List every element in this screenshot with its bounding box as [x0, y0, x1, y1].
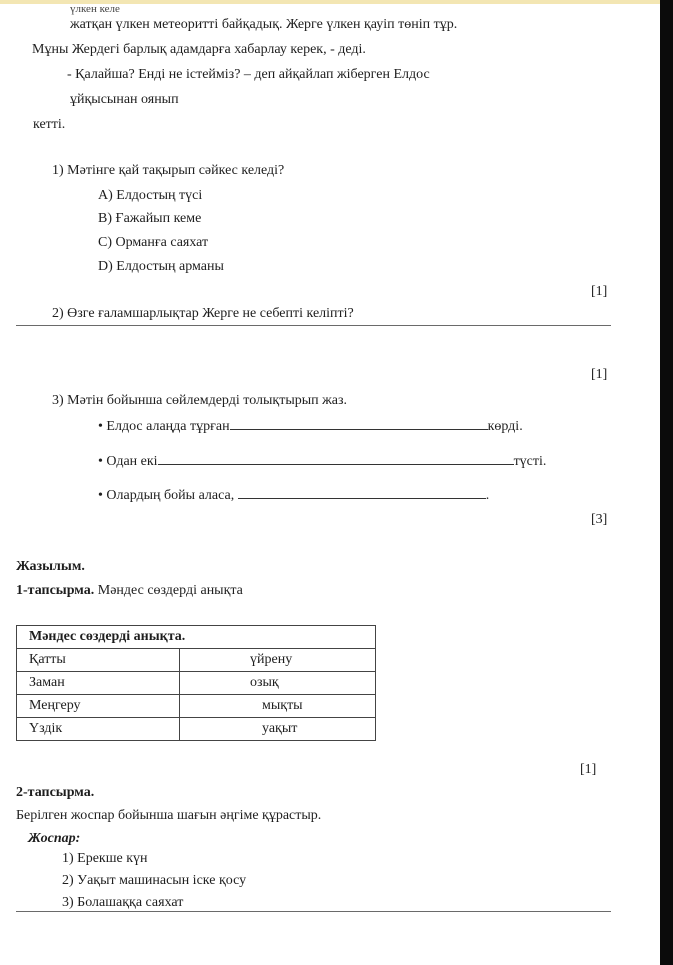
- q1-option-b: B) Ғажайып кеме: [98, 211, 202, 226]
- table-right-2: озық: [180, 672, 376, 695]
- q3-blank-2[interactable]: [158, 452, 514, 465]
- table-row: [17, 695, 376, 718]
- question-2: 2) Өзге ғаламшарлықтар Жерге не себепті келіпті?: [52, 306, 354, 321]
- cut-line: үлкен келе: [70, 3, 120, 15]
- writing-heading: Жазылым.: [16, 559, 85, 574]
- q2-answer-line: [16, 325, 611, 326]
- table-left-4: Үздік: [17, 718, 180, 741]
- table-right-1: үйрену: [180, 649, 376, 672]
- q3-item-3-end: .: [485, 488, 490, 503]
- q3-item-2: [98, 452, 546, 471]
- q3-item-3: [98, 486, 489, 505]
- task-1-title: [16, 582, 243, 600]
- q3-item-1-end: көрді.: [487, 419, 523, 434]
- story-line-2: Мұны Жердегі барлық адамдарға хабарлау керек, - деді.: [32, 42, 366, 57]
- plan-item-2: 2) Уақыт машинасын іске қосу: [62, 873, 247, 888]
- synonym-table: [16, 625, 376, 741]
- q3-item-1: [98, 417, 523, 436]
- q1-mark: [1]: [591, 284, 608, 299]
- table-right-3: мықты: [180, 695, 376, 718]
- story-line-4: ұйқысынан оянып: [70, 92, 179, 107]
- q3-blank-3[interactable]: [238, 486, 486, 499]
- task-1-mark: [1]: [580, 762, 597, 777]
- plan-heading: Жоспар:: [28, 831, 81, 846]
- table-row: [17, 718, 376, 741]
- right-edge: [660, 0, 673, 965]
- task-2-instruction: Берілген жоспар бойынша шағын әңгіме құрастыр.: [16, 808, 322, 823]
- table-row: [17, 672, 376, 695]
- q3-mark: [3]: [591, 512, 608, 527]
- task-2-answer-line: [16, 911, 611, 912]
- q3-item-1-start: • Елдос алаңда тұрған: [98, 419, 230, 434]
- q2-mark: [1]: [591, 367, 608, 382]
- plan-item-3: 3) Болашаққа саяхат: [62, 895, 184, 910]
- plan-item-1: 1) Ерекше күн: [62, 851, 148, 866]
- table-row: [17, 649, 376, 672]
- task-1-instruction: Мәндес сөздерді анықта: [97, 583, 243, 598]
- question-1: 1) Мәтінге қай тақырып сәйкес келеді?: [52, 163, 285, 178]
- question-3: 3) Мәтін бойынша сөйлемдерді толықтырып жаз.: [52, 393, 348, 408]
- q1-option-d: D) Елдостың арманы: [98, 259, 224, 274]
- table-right-4: уақыт: [180, 718, 376, 741]
- table-header: Мәндес сөздерді анықта.: [17, 626, 376, 649]
- story-line-5: кетті.: [33, 117, 66, 132]
- story-line-1: жатқан үлкен метеоритті байқадық. Жерге үлкен қауіп төніп тұр.: [70, 17, 458, 32]
- q3-item-2-start: • Одан екі: [98, 454, 158, 469]
- task-1-label: 1-тапсырма.: [16, 583, 95, 598]
- story-line-3: - Қалайша? Енді не істейміз? – деп айқайлап жіберген Елдос: [67, 67, 430, 82]
- q3-item-3-start: • Олардың бойы аласа,: [98, 488, 238, 503]
- q3-blank-1[interactable]: [230, 417, 488, 430]
- table-left-2: Заман: [17, 672, 180, 695]
- q3-item-2-end: түсті.: [513, 454, 547, 469]
- q1-option-c: C) Орманға саяхат: [98, 235, 209, 250]
- table-left-1: Қатты: [17, 649, 180, 672]
- task-2-label: 2-тапсырма.: [16, 785, 95, 800]
- q1-option-a: A) Елдостың түсі: [98, 188, 203, 203]
- table-left-3: Меңгеру: [17, 695, 180, 718]
